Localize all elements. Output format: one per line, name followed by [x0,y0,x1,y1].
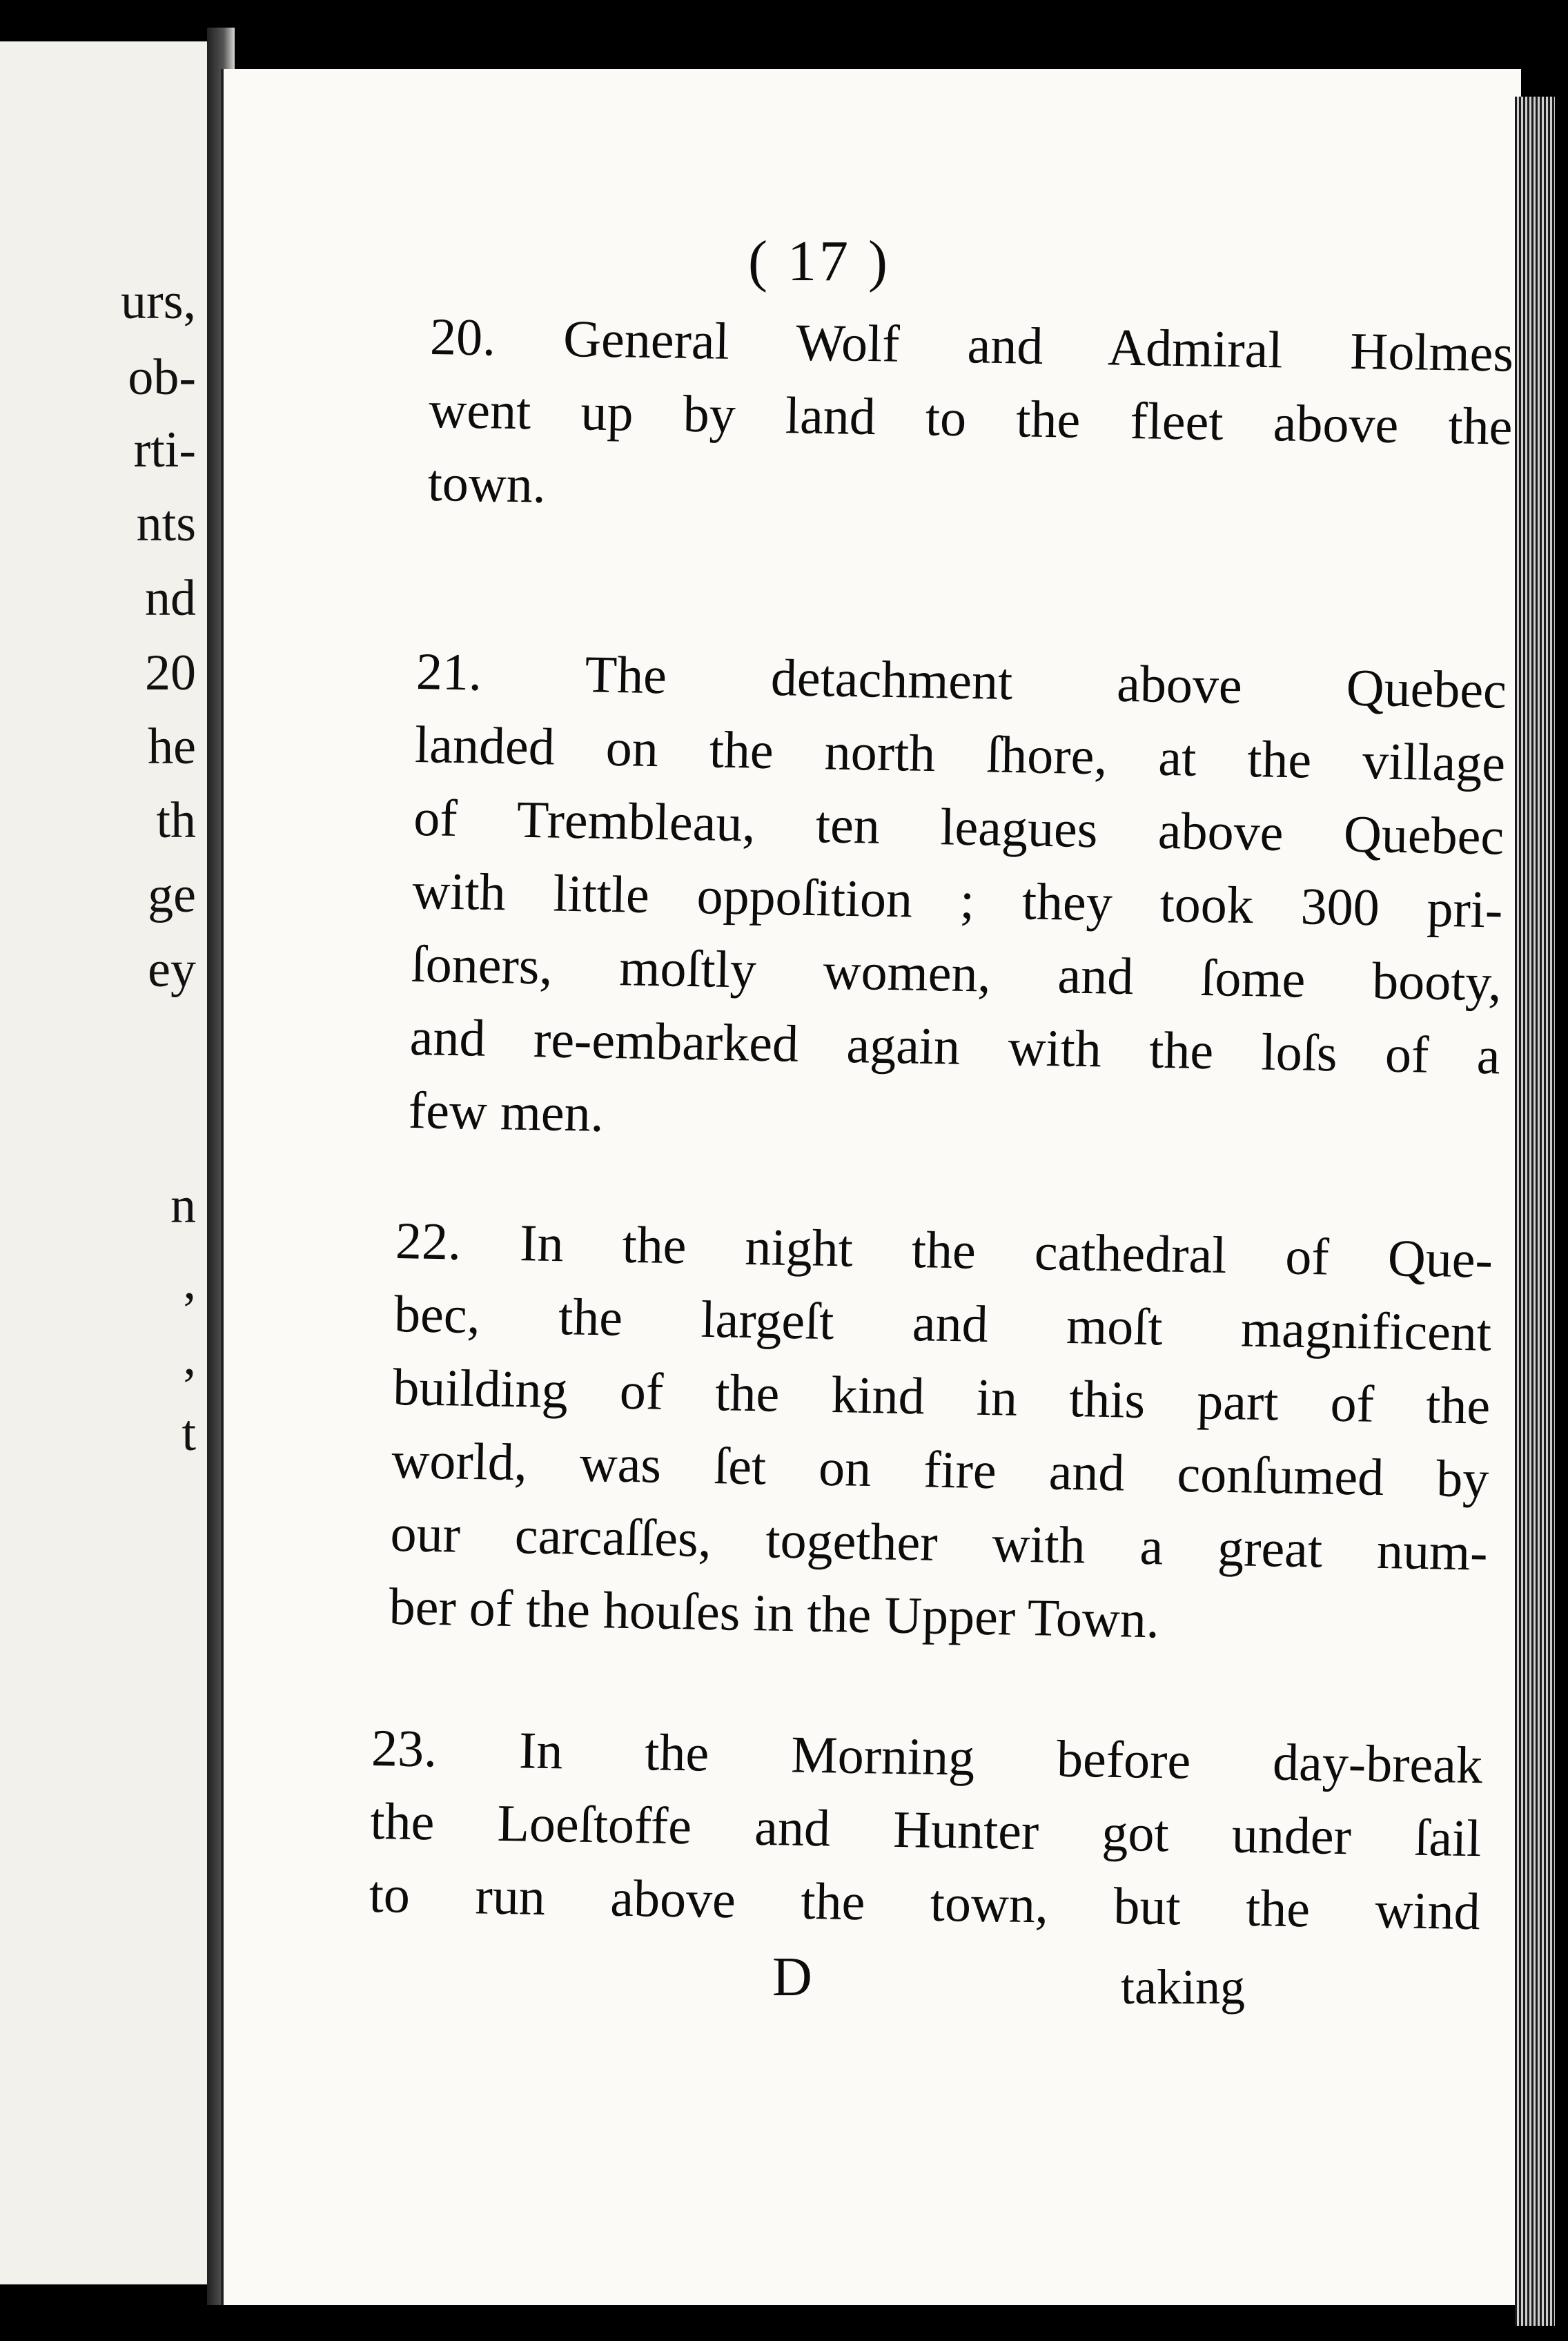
paragraph-23 [369,1712,1483,1948]
left-page-fragment: nts [136,496,196,552]
signature-mark: D [772,1947,812,2008]
text-line: of Trembleau, ten leagues above Quebec [413,788,1505,866]
text-line: building of the kind in this part of the [392,1358,1491,1436]
text-line: landed on the north ſhore, at the village [414,715,1506,793]
page-text [224,69,1521,2305]
text-line: and re-embarked again with the loſs of a [409,1008,1501,1086]
text-line: 23. In the Morning before day-break [371,1718,1483,1795]
paragraph-21 [408,635,1507,1166]
text-line: with little oppoſition ; they took 300 pri- [411,861,1504,939]
left-page-fragment: rti- [133,422,196,478]
left-page-fragment: ob- [128,349,196,406]
text-line: our carcaſſes, together with a great num- [389,1504,1489,1582]
left-page-fragment: nd [145,570,196,627]
text-line: the Loeſtoffe and Hunter got under ſail [369,1792,1482,1868]
left-page-fragment: n [170,1177,196,1234]
left-page-fragment: , [183,1329,196,1386]
main-page [221,69,1521,2305]
paragraph-20 [427,300,1514,537]
left-page-fragment: t [182,1405,196,1462]
text-line: 22. In the night the cathedral of Que- [395,1211,1493,1289]
text-line: few men. [408,1081,605,1143]
text-line: ber of the houſes in the Upper Town. [389,1577,1160,1649]
text-line: world, was ſet on fire and conſumed by [391,1431,1490,1509]
left-page-fragment: , [183,1253,196,1310]
page-edges [1515,97,1555,2326]
page-number: ( 17 ) [748,229,890,293]
paragraph-22 [389,1204,1493,1663]
left-page-fragment: he [148,718,196,775]
left-page-fragment: th [156,792,196,849]
left-facing-page [0,41,211,2284]
text-line: bec, the largeſt and moſt magnificent [393,1284,1492,1362]
text-line: to run above the town, but the wind [369,1865,1481,1941]
text-line: 21. The detachment above Quebec [415,642,1507,720]
text-line: town. [427,453,547,514]
left-page-fragment: ge [148,867,196,923]
text-line: 20. General Wolf and Admiral Holmes [429,307,1514,383]
catchword: taking [1121,1959,1245,2015]
text-line: ſoners, moſtly women, and ſome booty, [410,934,1502,1012]
left-page-fragment: urs, [121,273,196,330]
left-page-fragment: ey [148,941,196,998]
left-page-fragment: 20 [145,645,196,701]
text-line: went up by land to the fleet above the [428,380,1513,456]
